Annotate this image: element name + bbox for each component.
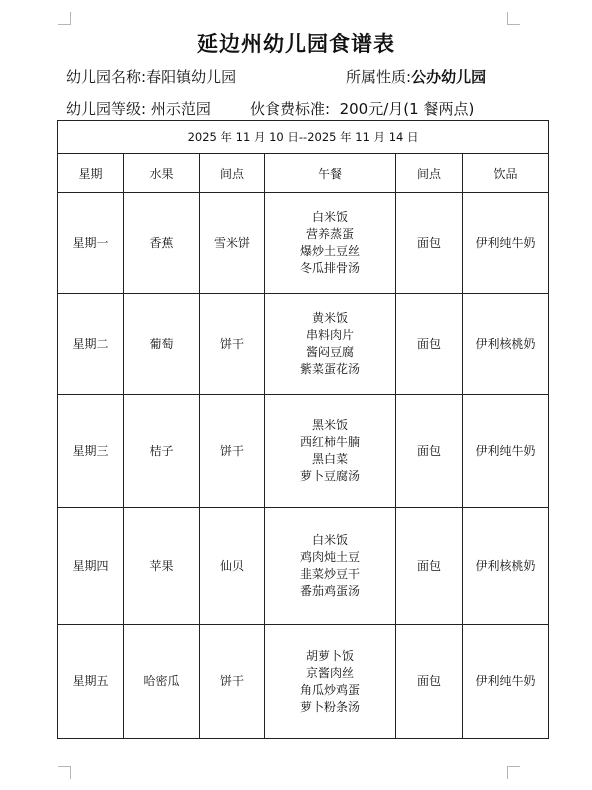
page-corner-mark: [58, 766, 71, 779]
table-row: [58, 193, 549, 294]
snack-cell: 面包: [396, 508, 463, 625]
snack-cell: 面包: [396, 625, 463, 739]
meal-fee: [250, 98, 474, 119]
fruit-cell: 桔子: [124, 395, 200, 508]
kindergarten-level-label: 幼儿园等级:: [66, 100, 147, 118]
lunch-cell: [265, 625, 396, 739]
lunch-cell: [265, 395, 396, 508]
header-lunch: 午餐: [265, 154, 396, 193]
lunch-dish: 胡萝卜饭: [305, 648, 354, 663]
header-snack-morning: 间点: [200, 154, 265, 193]
lunch-dish: 京酱肉丝: [305, 665, 354, 680]
lunch-dish: 黄米饭: [311, 311, 348, 325]
kindergarten-level-value: 州示范园: [146, 100, 211, 118]
drink-cell: 伊利纯牛奶: [463, 625, 549, 739]
lunch-dish: 紫菜蛋花汤: [299, 362, 360, 376]
lunch-dish: 白米饭: [311, 210, 348, 224]
fruit-cell: 香蕉: [124, 193, 200, 294]
snack-cell: 面包: [396, 395, 463, 508]
header-snack-afternoon: 间点: [396, 154, 463, 193]
page-corner-mark: [507, 766, 520, 779]
menu-table: [57, 120, 549, 739]
lunch-dish: 黑白菜: [311, 452, 348, 466]
snack-cell: 雪米饼: [200, 193, 265, 294]
lunch-dish: 酱闷豆腐: [305, 345, 354, 359]
lunch-cell: [265, 193, 396, 294]
header-fruit: 水果: [124, 154, 200, 193]
meal-fee-value: 200元/月(1 餐两点): [330, 100, 475, 118]
lunch-dish: 萝卜豆腐汤: [299, 469, 360, 483]
kindergarten-type: [346, 66, 486, 87]
weekday-cell: 星期五: [58, 625, 124, 739]
lunch-dish: 番茄鸡蛋汤: [299, 584, 360, 598]
lunch-dish: 爆炒土豆丝: [299, 244, 360, 258]
kindergarten-level: [66, 98, 211, 119]
header-drink: 饮品: [463, 154, 549, 193]
document-title: 延边州幼儿园食谱表: [197, 31, 395, 56]
page-corner-mark: [507, 12, 520, 25]
snack-cell: 面包: [396, 294, 463, 395]
snack-cell: 饼干: [200, 625, 265, 739]
lunch-cell: [265, 508, 396, 625]
drink-cell: 伊利核桃奶: [463, 508, 549, 625]
date-range: 2025 年 11 月 10 日--2025 年 11 月 14 日: [58, 121, 549, 154]
lunch-dish: 角瓜炒鸡蛋: [299, 682, 360, 697]
table-row: [58, 395, 549, 508]
drink-cell: 伊利纯牛奶: [463, 193, 549, 294]
lunch-dish: 西红柿牛腩: [299, 435, 360, 449]
fruit-cell: 苹果: [124, 508, 200, 625]
page-corner-mark: [58, 12, 71, 25]
kindergarten-type-label: 所属性质:: [346, 68, 412, 86]
table-row: [58, 625, 549, 739]
lunch-dish: 串料肉片: [305, 328, 354, 342]
meal-fee-label: 伙食费标准:: [250, 100, 331, 118]
lunch-dish: 营养蒸蛋: [305, 227, 354, 241]
lunch-dish: 鸡肉炖土豆: [299, 550, 360, 564]
lunch-dish: 冬瓜排骨汤: [299, 261, 360, 275]
weekday-cell: 星期二: [58, 294, 124, 395]
table-row: [58, 508, 549, 625]
kindergarten-name-value: 春阳镇幼儿园: [146, 68, 237, 86]
snack-cell: 仙贝: [200, 508, 265, 625]
kindergarten-type-value: 公办幼儿园: [411, 68, 487, 86]
lunch-cell: [265, 294, 396, 395]
lunch-dish: 白米饭: [311, 533, 348, 547]
snack-cell: 面包: [396, 193, 463, 294]
drink-cell: 伊利纯牛奶: [463, 395, 549, 508]
lunch-dish: 黑米饭: [311, 418, 348, 432]
snack-cell: 饼干: [200, 294, 265, 395]
lunch-dish: 韭菜炒豆干: [299, 567, 360, 581]
weekday-cell: 星期四: [58, 508, 124, 625]
fruit-cell: 哈密瓜: [124, 625, 200, 739]
kindergarten-name-label: 幼儿园名称:: [66, 68, 147, 86]
header-weekday: 星期: [58, 154, 124, 193]
lunch-dish: 萝卜粉条汤: [299, 699, 360, 714]
weekday-cell: 星期一: [58, 193, 124, 294]
snack-cell: 饼干: [200, 395, 265, 508]
kindergarten-name: [66, 66, 236, 87]
weekday-cell: 星期三: [58, 395, 124, 508]
fruit-cell: 葡萄: [124, 294, 200, 395]
drink-cell: 伊利核桃奶: [463, 294, 549, 395]
table-row: [58, 294, 549, 395]
